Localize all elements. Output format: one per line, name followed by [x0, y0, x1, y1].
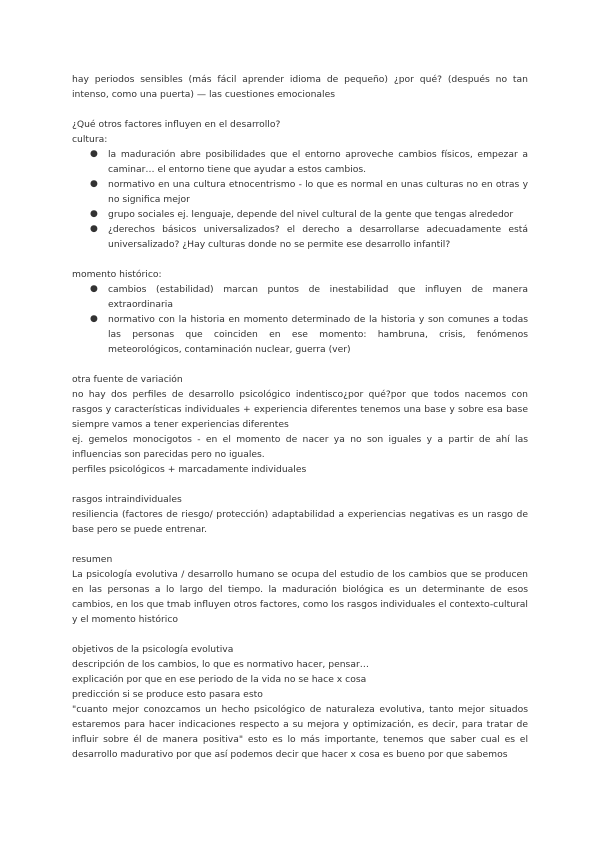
list-item-text: normativo en una cultura etnocentrismo - lo que es normal en unas culturas no en otras y no significa mejor: [108, 179, 528, 205]
summary-body: La psicología evolutiva / desarrollo humano se ocupa del estudio de los cambios que se producen en las personas a lo largo del tiempo. la maduración biológica es un determinante de esos cambios, en los que tmab influyen otros factores, como los rasgos individuales el contexto-cultural y el momento histórico: [72, 569, 528, 625]
spacer: [72, 102, 528, 117]
paragraph-sensitive-periods: hay periodos sensibles (más fácil aprender idioma de pequeño) ¿por qué? (después no tan intenso, como una puerta) — las cuestiones emocionales: [72, 74, 528, 100]
spacer: [72, 627, 528, 642]
culture-label: cultura:: [72, 134, 108, 145]
spacer: [72, 357, 528, 372]
list-item: [90, 282, 528, 312]
objectives-prediction: predicción si se produce esto pasara esto: [72, 689, 263, 700]
historical-list: [72, 282, 528, 357]
variation-conclusion: perfiles psicológicos + marcadamente individuales: [72, 464, 307, 475]
objectives-heading: objetivos de la psicología evolutiva: [72, 644, 234, 655]
historical-moment-label: momento histórico:: [72, 269, 162, 280]
question-heading: ¿Qué otros factores influyen en el desarrollo?: [72, 119, 281, 130]
bullet-icon: ●: [90, 209, 98, 219]
objectives-description: descripción de los cambios, lo que es normativo hacer, pensar…: [72, 659, 369, 670]
bullet-icon: ●: [90, 149, 98, 159]
list-item: [90, 177, 528, 207]
spacer: [72, 252, 528, 267]
list-item-text: ¿derechos básicos universalizados? el derecho a desarrollarse adecuadamente está universalizado? ¿Hay culturas donde no se permite ese desarrollo infantil?: [108, 224, 528, 250]
variation-heading: otra fuente de variación: [72, 374, 183, 385]
bullet-icon: ●: [90, 224, 98, 234]
summary-heading: resumen: [72, 554, 113, 565]
list-item: [90, 222, 528, 252]
list-item-text: la maduración abre posibilidades que el entorno aproveche cambios físicos, empezar a caminar… el entorno tiene que ayudar a estos cambios.: [108, 149, 528, 175]
traits-heading: rasgos intraindividuales: [72, 494, 182, 505]
spacer: [72, 477, 528, 492]
objectives-quote: "cuanto mejor conozcamos un hecho psicológico de naturaleza evolutiva, tanto mejor situados estaremos para hacer indicaciones respecto a su mejora y optimización, es decir, para tratar de influir sobre él de manera positiva" esto es lo más importante, tenemos que saber cual es el desarrollo madurativo por que así podemos decir que hacer x cosa es bueno por que sabemos: [72, 704, 528, 760]
traits-body: resiliencia (factores de riesgo/ protección) adaptabilidad a experiencias negativas es un rasgo de base pero se puede entrenar.: [72, 509, 528, 535]
document-page: [72, 72, 528, 762]
spacer: [72, 537, 528, 552]
objectives-explanation: explicación por que en ese periodo de la vida no se hace x cosa: [72, 674, 367, 685]
variation-example: ej. gemelos monocigotos - en el momento de nacer ya no son iguales y a partir de ahí las influencias son parecidas pero no iguales.: [72, 434, 528, 460]
list-item-text: normativo con la historia en momento determinado de la historia y son comunes a todas las personas que coinciden en ese momento: hambruna, crisis, fenómenos meteorológicos, contaminación nuclear, guerra (ver): [108, 314, 528, 355]
bullet-icon: ●: [90, 179, 98, 189]
bullet-icon: ●: [90, 284, 98, 294]
list-item: [90, 312, 528, 357]
variation-body: no hay dos perfiles de desarrollo psicológico indentisco¿por qué?por que todos nacemos con rasgos y características individuales + experiencia diferentes tenemos una base y sobre esa base siempre vamos a tener experiencias diferentes: [72, 389, 528, 430]
list-item-text: cambios (estabilidad) marcan puntos de inestabilidad que influyen de manera extraordinaria: [108, 284, 528, 310]
bullet-icon: ●: [90, 314, 98, 324]
list-item: [90, 147, 528, 177]
list-item: [90, 207, 528, 222]
culture-list: [72, 147, 528, 252]
list-item-text: grupo sociales ej. lenguaje, depende del nivel cultural de la gente que tengas alrededor: [108, 209, 514, 220]
